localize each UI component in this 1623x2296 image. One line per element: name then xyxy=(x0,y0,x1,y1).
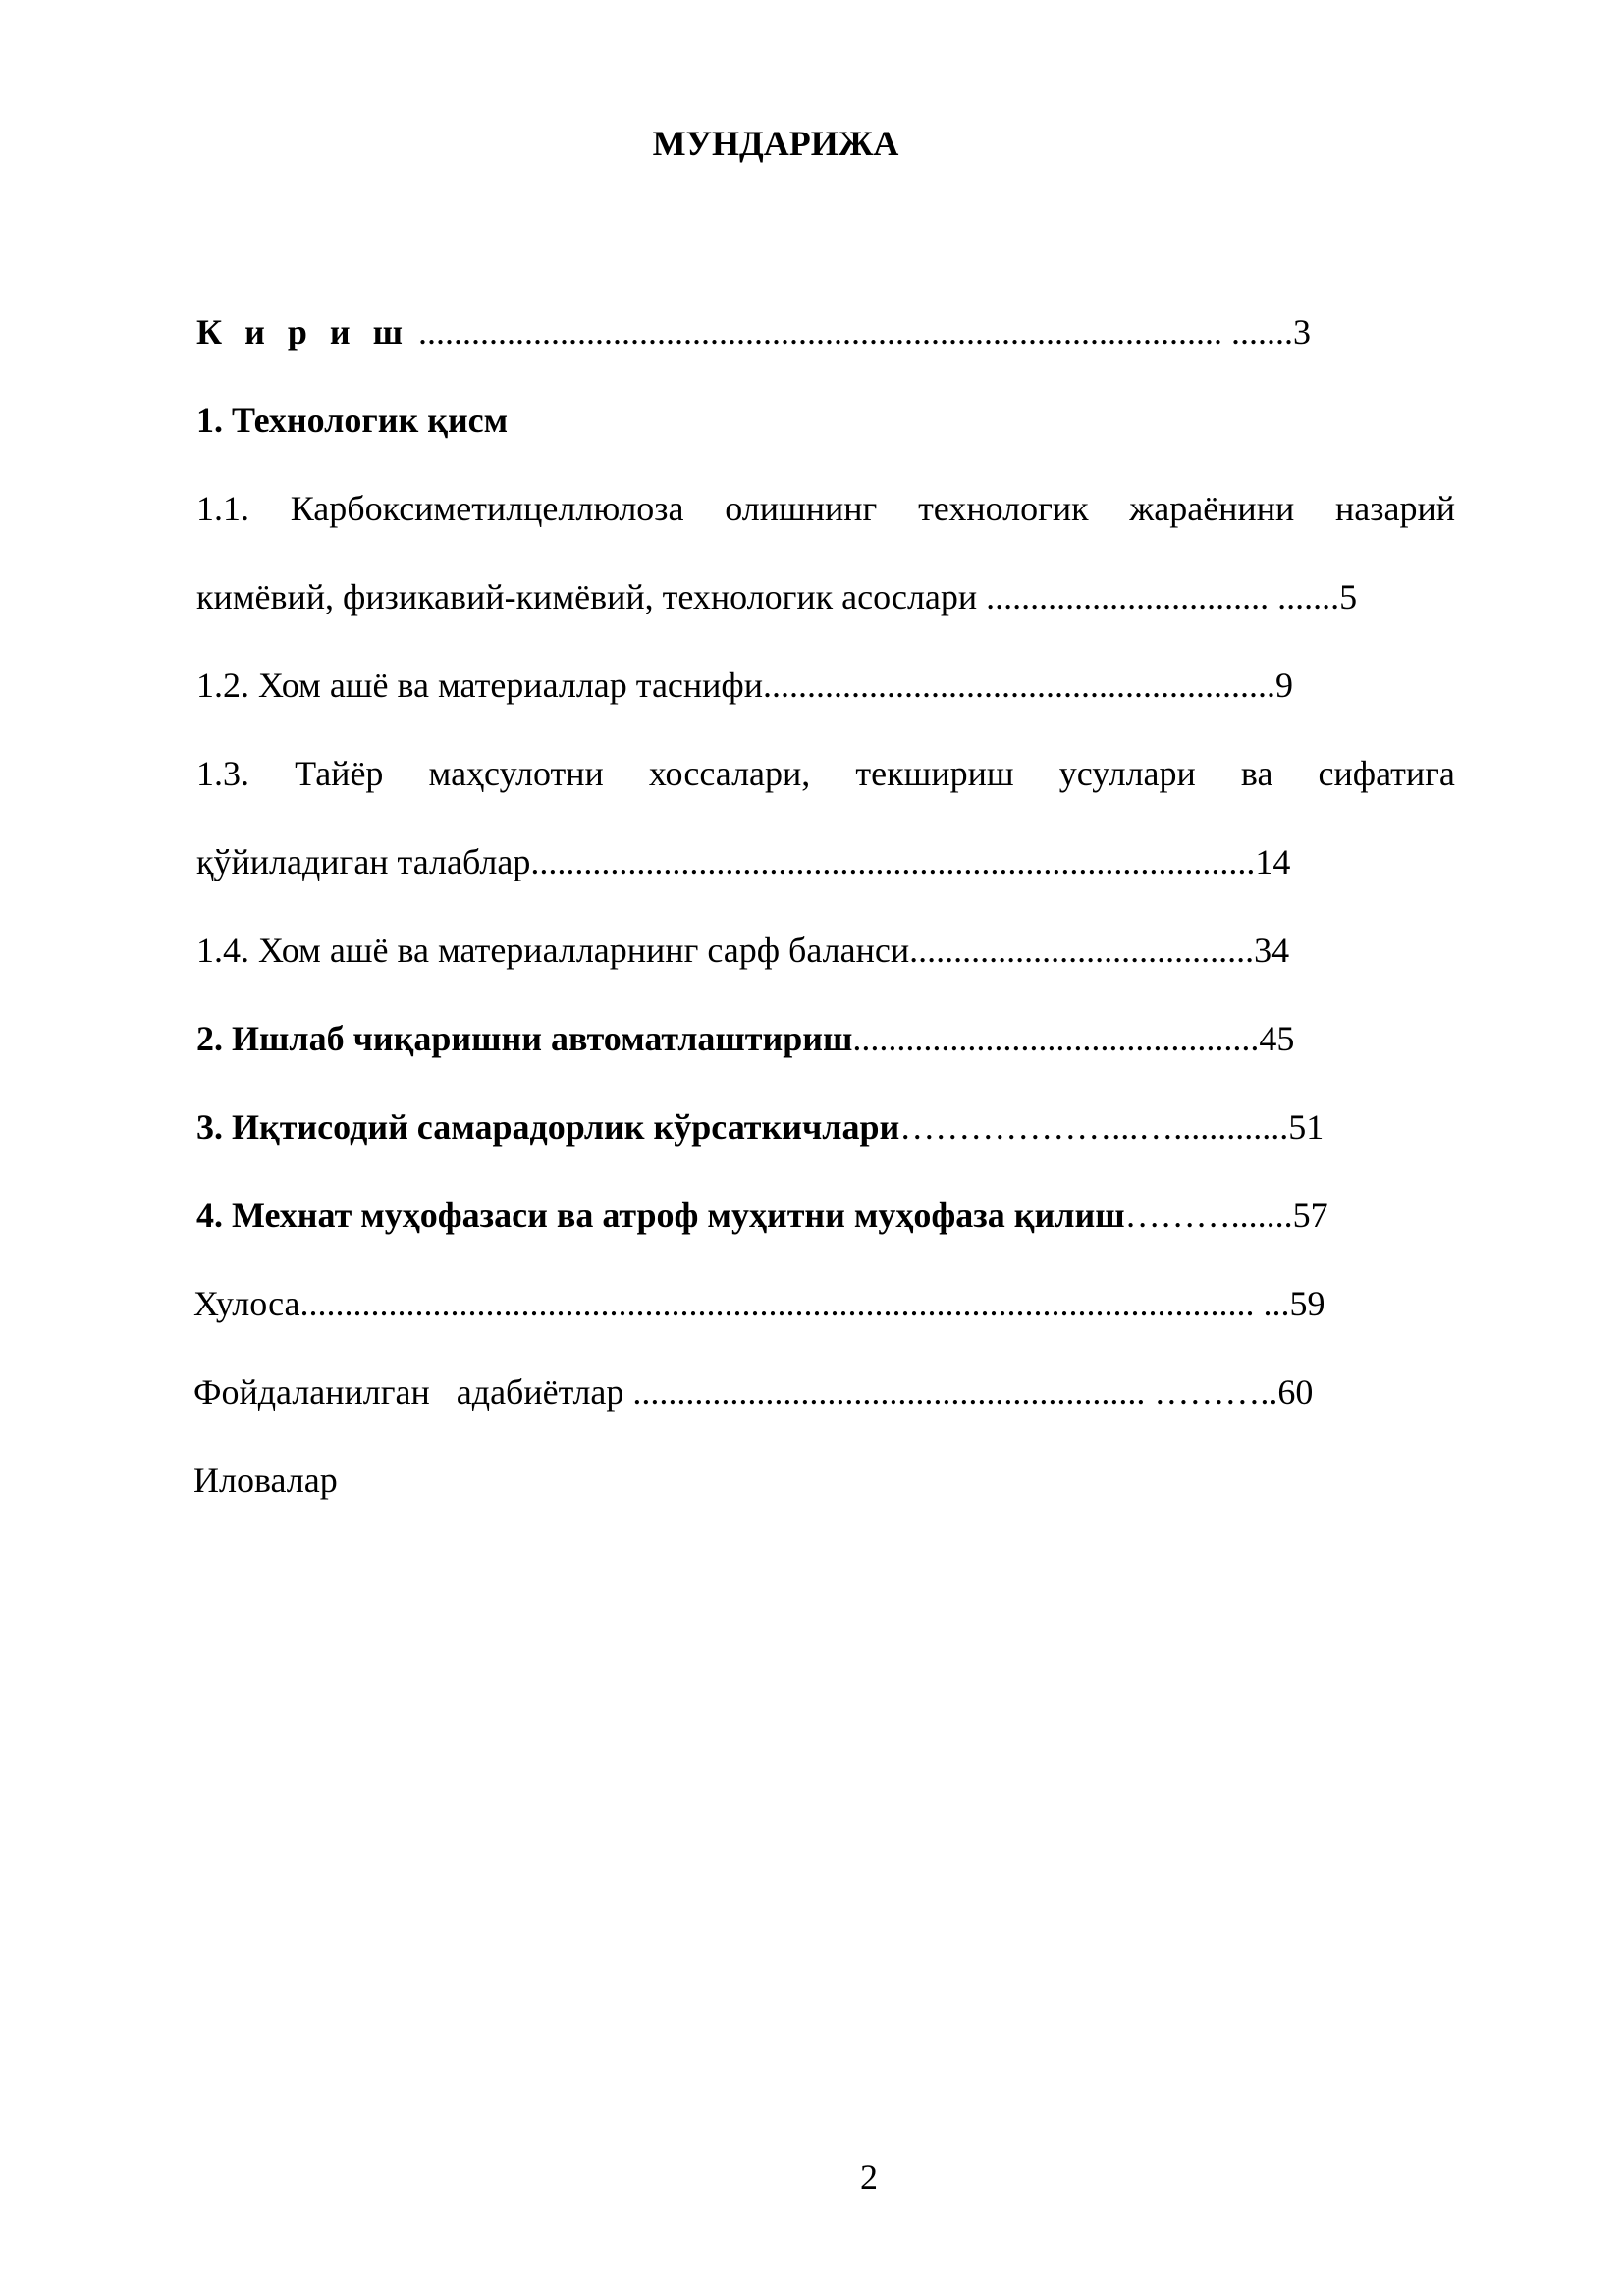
toc-word: ва xyxy=(1240,754,1273,793)
toc-entry-leader: ………………...….............51 xyxy=(899,1107,1325,1147)
toc-entry-label: К и р и ш xyxy=(196,312,410,351)
toc-word: технологик xyxy=(918,489,1089,528)
toc-word: жараёнини xyxy=(1129,489,1295,528)
toc-entry-part2 xyxy=(196,1019,1294,1058)
toc-word: олишнинг xyxy=(725,489,878,528)
toc-word: маҳсулотни xyxy=(428,754,604,793)
toc-word: Тайёр xyxy=(295,754,384,793)
toc-word: текшириш xyxy=(855,754,1014,793)
toc-entry-part4 xyxy=(196,1196,1328,1235)
toc-entry-references: Фойдаланилган адабиётлар .......................................................... ………..60 xyxy=(193,1372,1314,1412)
toc-entry-leader: ........................................................................................... .......3 xyxy=(409,312,1312,351)
toc-entry-1-1-line1 xyxy=(196,489,1455,528)
toc-entry-1-4: 1.4. Хом ашё ва материалларнинг сарф баланси.......................................34 xyxy=(196,931,1290,970)
toc-entry-part3 xyxy=(196,1107,1324,1147)
toc-entry-1-2: 1.2. Хом ашё ва материаллар таснифи..........................................................9 xyxy=(196,666,1294,705)
toc-entry-1-3-line2: қўйиладиган талаблар..................................................................................14 xyxy=(196,842,1291,881)
toc-entry-1-3-line1 xyxy=(196,754,1455,793)
toc-entry-leader: ..............................................45 xyxy=(852,1019,1295,1058)
page-number: 2 xyxy=(860,2158,878,2197)
toc-heading-part1: 1. Технологик қисм xyxy=(196,400,509,440)
toc-entry-label: 4. Мехнат муҳофазаси ва атроф муҳитни муҳофаза қилиш xyxy=(196,1196,1125,1235)
toc-entry-conclusion: Хулоса............................................................................................................ ...59 xyxy=(193,1284,1325,1323)
toc-word: хоссалари, xyxy=(648,754,811,793)
toc-entry-label: 3. Иқтисодий самарадорлик кўрсаткичлари xyxy=(196,1107,900,1147)
toc-entry-appendix: Иловалар xyxy=(193,1461,338,1500)
toc-word: усуллари xyxy=(1058,754,1196,793)
toc-entry-1-1-line2: кимёвий, физикавий-кимёвий, технологик асослари ................................ .......5 xyxy=(196,577,1358,616)
toc-entry-label: 2. Ишлаб чиқаришни автоматлаштириш xyxy=(196,1019,853,1058)
toc-entry-intro xyxy=(196,312,1311,351)
toc-word: назарий xyxy=(1335,489,1455,528)
toc-word: 1.3. xyxy=(196,754,249,793)
toc-entry-leader: ……….......57 xyxy=(1124,1196,1328,1235)
toc-word: сифатига xyxy=(1318,754,1455,793)
toc-word: 1.1. xyxy=(196,489,249,528)
page-title: МУНДАРИЖА xyxy=(652,124,899,163)
toc-word: Карбоксиметилцеллюлоза xyxy=(290,489,684,528)
